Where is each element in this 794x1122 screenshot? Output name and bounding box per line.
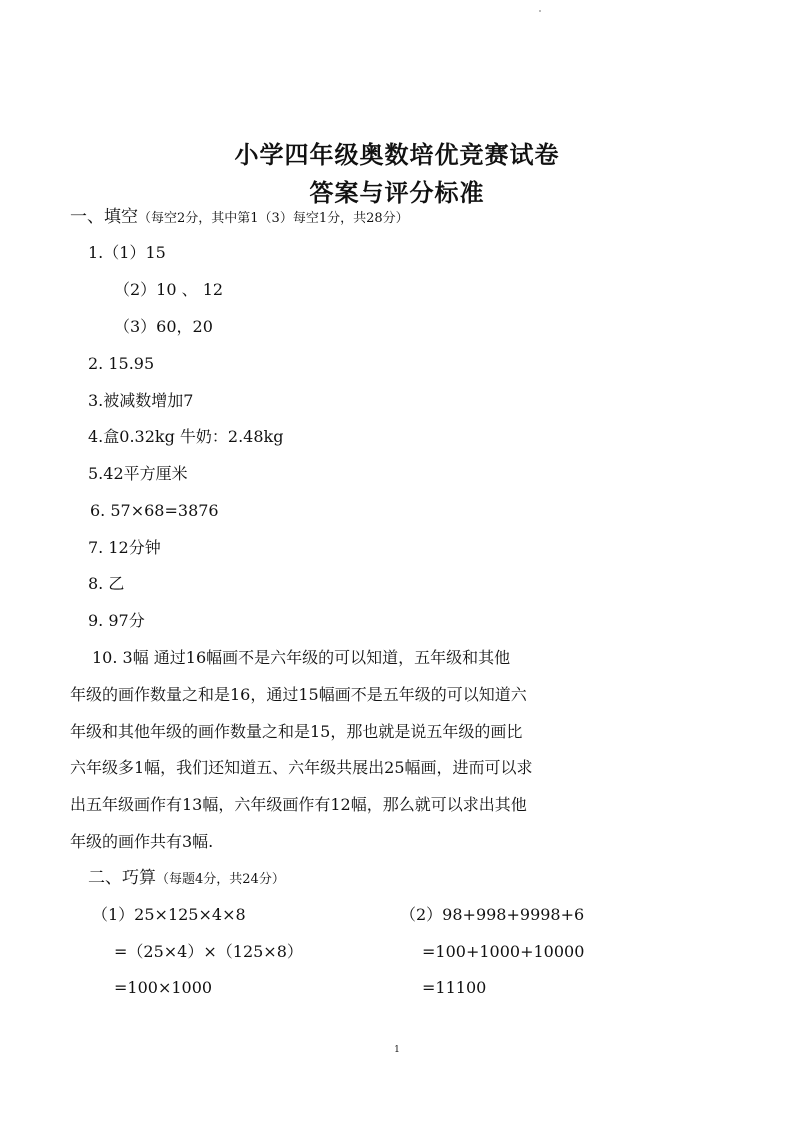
section2-heading (88, 867, 285, 891)
answer-2: 2. 15.95 (88, 354, 155, 373)
speck-mark (539, 10, 541, 12)
answer-3: 3.被减数增加7 (88, 391, 194, 410)
exam-subtitle: 答案与评分标准 (309, 179, 485, 207)
answer-1-1: 1.（1）15 (88, 243, 166, 262)
section2-note: （每题4分，共24分） (156, 872, 285, 887)
calc-1-line: =（25×4）×（125×8） (114, 942, 303, 961)
section1-heading (70, 206, 409, 230)
calc-2-line: （2）98+998+9998+6 (400, 905, 585, 924)
calc-1-line: （1）25×125×4×8 (92, 905, 246, 924)
answer-10-line: 出五年级画作有13幅，六年级画作有12幅，那么就可以求出其他 (70, 795, 527, 814)
answer-4: 4.盒0.32kg 牛奶：2.48kg (88, 427, 284, 446)
answer-5: 5.42平方厘米 (88, 464, 188, 483)
exam-title: 小学四年级奥数培优竞赛试卷 (234, 141, 560, 169)
page-number: 1 (394, 1045, 400, 1055)
section2-title: 二、巧算 (88, 868, 156, 888)
answer-10-line: 年级的画作数量之和是16，通过15幅画不是五年级的可以知道六 (70, 685, 527, 704)
answer-1-2: （2）10 、 12 (114, 280, 224, 299)
answer-9: 9. 97分 (88, 611, 145, 630)
section1-title: 一、填空 (70, 207, 138, 227)
answer-10-line: 年级和其他年级的画作数量之和是15，那也就是说五年级的画比 (70, 722, 523, 741)
answer-10-line: 年级的画作共有3幅. (70, 832, 214, 851)
calc-2-line: =11100 (422, 978, 487, 997)
answer-10-line: 六年级多1幅，我们还知道五、六年级共展出25幅画，进而可以求 (70, 758, 533, 777)
calc-2-line: =100+1000+10000 (422, 942, 585, 961)
section1-note: （每空2分，其中第1（3）每空1分，共28分） (138, 211, 409, 226)
answer-10-first-line: 10. 3幅 通过16幅画不是六年级的可以知道，五年级和其他 (92, 648, 511, 667)
answer-1-3: （3）60，20 (114, 317, 213, 336)
calc-1-line: =100×1000 (114, 978, 213, 997)
answer-7: 7. 12分钟 (88, 538, 161, 557)
answer-8: 8. 乙 (88, 574, 125, 593)
answer-6: 6. 57×68=3876 (90, 501, 219, 520)
